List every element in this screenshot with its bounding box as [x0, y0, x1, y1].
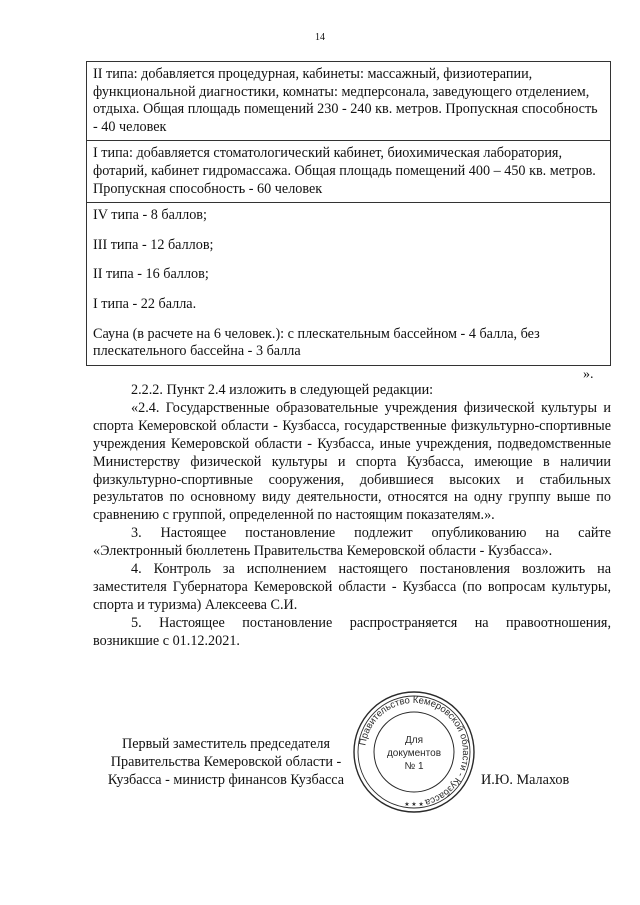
closing-quote: ». [583, 367, 594, 382]
score-line: IV типа - 8 баллов; [93, 207, 207, 224]
table-cell-text: I типа: добавляется стоматологический кабинет, биохимическая лаборатория, фотарий, кабинет гидромассажа. Общая площадь помещений 400 – 450 кв. метров. Пропускная способность - 60 человек [93, 145, 596, 197]
signatory-title [86, 736, 366, 790]
score-line: I типа - 22 балла. [93, 295, 197, 312]
stamp-center-text: № 1 [404, 761, 424, 772]
paragraph-3: 3. Настоящее постановление подлежит опубликованию на сайте «Электронный бюллетень Правительства Кемеровской области - Кузбасса». [93, 525, 611, 560]
paragraph-2-4: «2.4. Государственные образовательные учреждения физической культуры и спорта Кемеровской области - Кузбасса, государственные физкультурно-спортивные учреждения Кемеровской области - Кузбасса, иные учреждения, подведомственные Министерству физической культуры и спорта Кузбасса, имеющие в наличии физкультурно-спортивные сооружения, добившиеся высоких и стабильных результатов по основному виду деятельности, относятся на одну группу выше по сравнению с группой, определенной по настоящим показателям.». [93, 399, 611, 524]
signatory-title-line: Кузбасса - министр финансов Кузбасса [107, 771, 345, 788]
signatory-title-line: Правительства Кемеровской области - [110, 753, 342, 770]
score-line: II типа - 16 баллов; [93, 266, 209, 283]
paragraph-5: 5. Настоящее постановление распространяется на правоотношения, возникшие с 01.12.2021. [93, 614, 611, 649]
signatory-name: И.Ю. Малахов [481, 772, 570, 788]
table-cell-type-ii [87, 62, 610, 140]
stamp-ring-text: Правительство Кемеровской области - Кузбасса [357, 694, 472, 808]
document-body [93, 382, 611, 651]
stamp-star-mark: ★ ★ ★ [404, 802, 424, 808]
signatory-title-line: Первый заместитель председателя [121, 736, 331, 752]
official-stamp [352, 690, 476, 814]
table-cell-text: II типа: добавляется процедурная, кабинеты: массажный, физиотерапии, функциональной диагностики, комнаты: медперсонала, заведующего отделением, отдыха. Общая площадь помещений 230 - 240 кв. метров. Пропускная способность - 40 человек [93, 66, 598, 135]
page-number: 14 [315, 32, 325, 43]
criteria-table [86, 61, 611, 366]
sauna-score-line: Сауна (в расчете на 6 человек.): с плескательным бассейном - 4 балла, без плескательного бассейна - 3 балла [93, 325, 540, 360]
paragraph-2-2-2: 2.2.2. Пункт 2.4 изложить в следующей редакции: [131, 382, 434, 398]
paragraph-4: 4. Контроль за исполнением настоящего постановления возложить на заместителя Губернатора Кемеровской области - Кузбасса (по вопросам культуры, спорта и туризма) Алексеева С.И. [93, 561, 611, 613]
table-cell-type-i [87, 140, 610, 202]
score-line: III типа - 12 баллов; [93, 236, 214, 253]
stamp-center-text: документов [386, 748, 442, 759]
stamp-center-text: Для [404, 735, 424, 746]
table-cell-scores [87, 202, 610, 365]
